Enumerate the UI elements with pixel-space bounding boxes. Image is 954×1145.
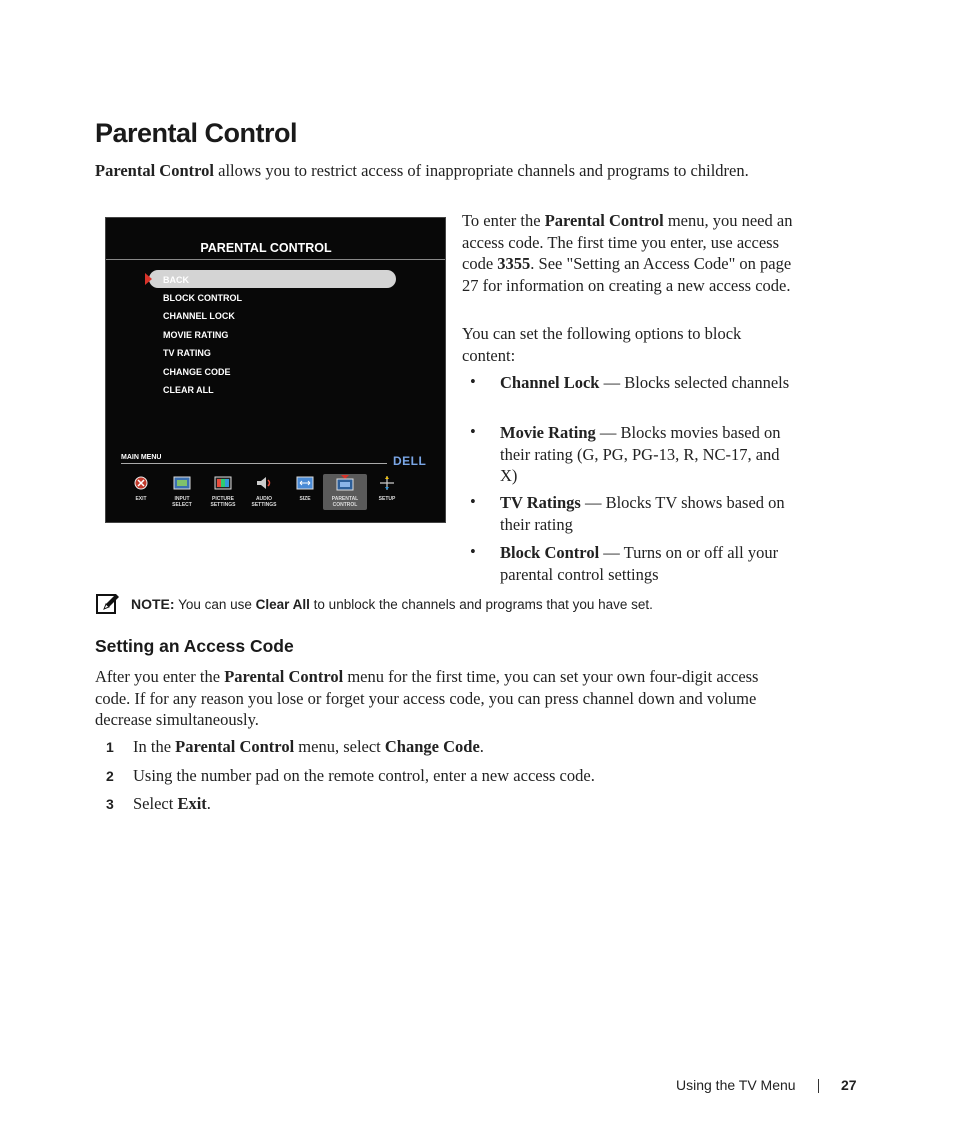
tv-main-menu-label: MAIN MENU (121, 454, 162, 461)
tv-icon-label-input-select: INPUT SELECT (172, 496, 192, 508)
tv-icon-label-exit: EXIT (135, 496, 147, 502)
tv-icon-label-setup: SETUP (378, 496, 396, 502)
page-title: Parental Control (95, 118, 298, 148)
picture-settings-icon[interactable] (213, 475, 233, 491)
tv-icon-label-audio-settings: AUDIO SETTINGS (251, 496, 277, 508)
access-code-description: After you enter the Parental Control menu for the first time, you can set your own four-digit access code. If for any reason you lose or forget your access code, you can press channel down and volume decrease simultaneously. (95, 667, 759, 729)
intro-bold: Parental Control (95, 161, 215, 180)
bullet-marker: • (470, 372, 476, 391)
selection-arrow-icon (145, 273, 152, 285)
tv-menu-item-clear-all[interactable]: CLEAR ALL (163, 385, 214, 395)
bullet-tv-ratings: TV Ratings — Blocks TV shows based on their rating (500, 493, 785, 534)
dell-logo: DELL (393, 454, 427, 468)
page-number: 27 (841, 1077, 857, 1093)
tv-icon-label-parental-control: PARENTAL CONTROL (331, 496, 359, 508)
tv-menu-item-movie-rating[interactable]: MOVIE RATING (163, 330, 229, 340)
bullet-channel-lock: Channel Lock — Blocks selected channels (500, 373, 790, 392)
step-3: Select Exit. (133, 794, 211, 813)
input-select-icon[interactable] (172, 475, 192, 491)
intro-paragraph (95, 160, 775, 182)
bullet-marker: • (470, 422, 476, 441)
tv-menu-item-change-code[interactable]: CHANGE CODE (163, 367, 231, 377)
tv-icon-label-size: SIZE (299, 496, 311, 502)
footer-divider (818, 1079, 819, 1093)
bullet-movie-rating: Movie Rating — Blocks movies based on their rating (G, PG, PG-13, R, NC-17, and X) (500, 423, 781, 485)
size-icon[interactable] (295, 475, 315, 491)
bullet-marker: • (470, 542, 476, 561)
note-text: NOTE: You can use Clear All to unblock the channels and programs that you have set. (131, 596, 653, 612)
step-number: 1 (106, 739, 114, 755)
setup-icon[interactable] (377, 475, 397, 491)
note-pencil-icon (96, 592, 120, 616)
step-1: In the Parental Control menu, select Change Code. (133, 737, 484, 756)
bullet-marker: • (470, 492, 476, 511)
section-title: Setting an Access Code (95, 636, 294, 656)
intro-text: allows you to restrict access of inappropriate channels and programs to children. (214, 161, 749, 180)
step-number: 2 (106, 768, 114, 784)
step-2: Using the number pad on the remote control, enter a new access code. (133, 766, 595, 785)
footer-section-name: Using the TV Menu (676, 1077, 796, 1093)
tv-menu-item-back[interactable]: BACK (163, 275, 189, 285)
bullet-block-control: Block Control — Turns on or off all your parental control settings (500, 543, 779, 584)
tv-icon-label-picture-settings: PICTURE SETTINGS (210, 496, 236, 508)
tv-menu-title: PARENTAL CONTROL (200, 241, 332, 255)
parental-control-icon[interactable] (335, 475, 355, 491)
tv-menu-item-channel-lock[interactable]: CHANNEL LOCK (163, 311, 235, 321)
exit-icon[interactable] (131, 475, 151, 491)
tv-menu-item-block-control[interactable]: BLOCK CONTROL (163, 293, 242, 303)
audio-settings-icon[interactable] (254, 475, 274, 491)
options-intro: You can set the following options to block content: (462, 324, 742, 365)
step-number: 3 (106, 796, 114, 812)
tv-menu-divider (106, 259, 445, 260)
tv-menu-item-tv-rating[interactable]: TV RATING (163, 348, 211, 358)
tv-menu-screenshot (105, 217, 446, 523)
access-code-paragraph: To enter the Parental Control menu, you need an access code. The first time you enter, use access code 3355. See "Setting an Access Code" on page 27 for information on creating a new access code. (462, 211, 793, 295)
tv-main-menu-divider (121, 463, 387, 464)
